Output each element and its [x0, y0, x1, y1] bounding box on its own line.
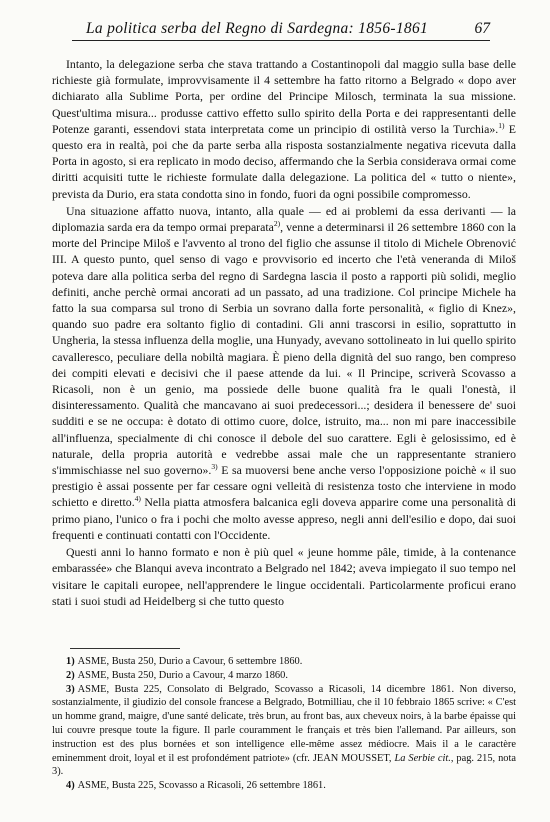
footnote-citation: La Serbie cit. [394, 752, 451, 764]
footnote [52, 779, 516, 793]
footnote-ref: 1) [498, 120, 505, 130]
paragraph [52, 203, 516, 543]
footnote-text: ASME, Busta 225, Scovasso a Ricasoli, 26 settembre 1861. [77, 780, 326, 792]
footnote [52, 669, 516, 683]
footnote-number: 3) [66, 683, 75, 695]
footnote [52, 683, 516, 780]
paragraph-text: E questo era in realtà, poi che da parte serba alla risposta sostanzialmente negativa ricevuta dalla Porta in agosto, si era replicato in modo deciso, affermando che la Serbia considerava ormai come diritti acquisiti tutte le richieste formulate dalla delegazione. La politica del « tutto o niente», prevista da Durio, era stata condotta sino in fondo, fuori da ogni possibile compromesso. [52, 121, 516, 201]
footnote-number: 2) [66, 669, 75, 681]
footnote-number: 1) [66, 656, 75, 667]
footnote-ref: 4) [134, 494, 141, 504]
running-title: La politica serba del Regno di Sardegna: 1856-1861 [86, 20, 429, 37]
paragraph-text: Questi anni lo hanno formato e non è più quel « jeune homme pâle, timide, à la contenance embarassée» che Blanqui aveva incontrato a Belgrado nel 1842; aveva impiegato il suo tempo nel visitare le capitali europee, nell'apprendere le lingue occidentali. Particolarmente proficui erano stati i suoi studi ad Heidelberg si che tutto questo [52, 545, 516, 608]
page-number: 67 [474, 20, 490, 37]
paragraph-text: E sa muoversi bene anche verso l'opposizione poichè « il suo prestigio è assai possente per far cessare ogni velleità di resistenza tosto che interviene in modo schietto e diretto. [52, 463, 516, 510]
paragraph-text: , venne a determinarsi il 26 settembre 1860 con la morte del Principe Miloš e l'avvento al trono del figlio che assunse il titolo di Michele Obrenović III. A questo punto, quel senso di vago e provvisorio ed incerto che l'età veneranda di Miloš poteva dare alla politica serba del regno di Sardegna lascia il posto a rapporti più solidi, meglio definiti, anche perchè ormai ancorati ad un passato, ad una tradizione. Col principe Michele ha fatto la sua comparsa sul trono di Serbia un sovrano dalla forte personalità, « figlio di Knez», quando suo padre era soltanto figlio di contadini. Gli anni trascorsi in esilio, soprattutto in Ungheria, la stessa influenza della moglie, una Hunyady, avevano sottolineato in lui quello spirito cavalleresco, peculiare della nobiltà magiara. È pieno della dignità del suo rango, ben compreso dei compiti elevati e decisivi che il paese attende da lui. « Il Principe, scriverà Scovasso a Ricasoli, non è un genio, ma possiede delle buone qualità fra le quali l'onestà, il disinteressamento. Qualità che mancavano ai suoi predecessori...; desidera il benessere de' suoi sudditi e se ne occupa: è dotato di ottimo cuore, dolce, istruito, ma... non mi pare inaccessibile all'influenza, specialmente di chi conosce il debole del suo carattere. Egli è gelosissimo, ed è naturale, della propria autorità e vedrebbe assai male che un rappresentante straniero s'immischiasse nel suo governo». [52, 220, 516, 478]
footnote-text: ASME, Busta 250, Durio a Cavour, 6 settembre 1860. [77, 656, 303, 667]
footnote [52, 655, 516, 669]
footnote-ref: 2) [273, 219, 281, 229]
paragraph-text: Nella piatta atmosfera balcanica egli doveva apparire come una personalità di primo piano, l'unico o fra i pochi che molto avesse appreso, negli anni dell'esilio e dopo, dai suoi frequenti e continuati contatti con l'Occidente. [52, 495, 517, 542]
paragraph-text: Intanto, la delegazione serba che stava trattando a Costantinopoli dal maggio sulla base delle richieste già formulate, improvvisamente il 4 settembre ha fatto ritorno a Belgrado « dopo aver dichiarato alla Sublime Porta, per ordine del Principe Milosch, terminata la sua missione. Quest'ultima misura... produsse cattivo effetto sullo spirito della Porta e dei rappresentanti delle Potenze garanti, essendovi stata interpretata come un principio di ostilità verso la Turchia». [52, 57, 516, 136]
paragraph [52, 56, 516, 202]
footnote-text: , pag. 215, nota 3). [52, 752, 516, 778]
footnote-number: 4) [66, 780, 75, 792]
main-text [52, 56, 516, 609]
footnote-ref: 3) [211, 462, 218, 472]
running-header [72, 18, 490, 41]
paragraph-text: Una situazione affatto nuova, intanto, alla quale — ed ai problemi da essa derivanti — la diplomazia sarda era da tempo ormai preparata [52, 203, 516, 235]
footnote-rule [70, 648, 180, 649]
footnote-text: ASME, Busta 250, Durio a Cavour, 4 marzo 1860. [77, 669, 288, 681]
footnote-text: ASME, Busta 225, Consolato di Belgrado, Scovasso a Ricasoli, 14 dicembre 1861. Non diverso, sostanzialmente, il giudizio del console francese a Belgrado, Botmilliau, che il 10 febbraio 1865 scrive: « C'est un homme grand, maigre, d'une santé delicate, très brun, au front bas, aux cheveux noirs, à la barbe épaisse qui lui couvre presque toute la figure. Il parle couramment le français et très bien l'allemand. Par ailleurs, son instruction est des plus bornées et son intelligence elle-même assez médiocre. Mais il a le caractère eminemment droit, loyal et il est profondément patriote» (cfr. JEAN MOUSSET, [52, 683, 516, 764]
footnotes [52, 655, 516, 793]
paragraph [52, 544, 516, 609]
